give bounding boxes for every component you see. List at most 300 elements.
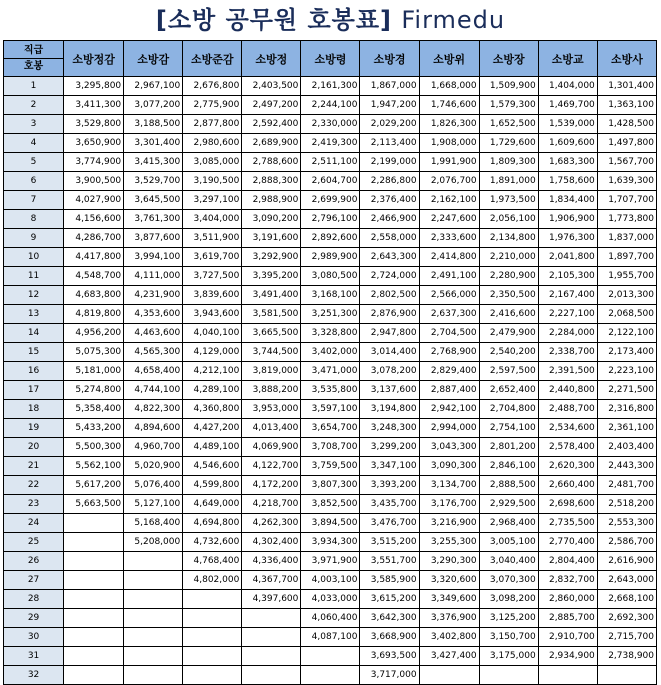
salary-cell: 2,829,400 — [419, 362, 479, 381]
salary-cell: 5,663,500 — [64, 495, 124, 514]
salary-cell: 3,535,800 — [301, 381, 360, 400]
step-cell: 23 — [4, 495, 64, 514]
salary-cell: 4,367,700 — [242, 571, 301, 590]
salary-cell: 2,704,800 — [479, 400, 538, 419]
salary-cell: 2,553,300 — [597, 514, 656, 533]
salary-cell: 3,320,600 — [419, 571, 479, 590]
salary-cell: 5,617,200 — [64, 476, 124, 495]
salary-cell: 2,989,900 — [301, 248, 360, 267]
salary-cell: 4,956,200 — [64, 324, 124, 343]
salary-cell: 3,251,300 — [301, 305, 360, 324]
salary-cell: 2,735,500 — [538, 514, 597, 533]
salary-cell: 2,947,800 — [360, 324, 419, 343]
salary-cell: 4,360,800 — [183, 400, 242, 419]
step-cell: 21 — [4, 457, 64, 476]
salary-cell: 3,190,500 — [183, 172, 242, 191]
column-header: 소방준감 — [183, 41, 242, 77]
salary-cell: 2,887,400 — [419, 381, 479, 400]
salary-cell: 2,056,100 — [479, 210, 538, 229]
step-cell: 24 — [4, 514, 64, 533]
table-row — [4, 457, 657, 476]
salary-cell — [183, 628, 242, 647]
salary-cell: 1,509,900 — [479, 77, 538, 96]
salary-cell: 1,652,500 — [479, 115, 538, 134]
salary-cell: 2,113,400 — [360, 134, 419, 153]
salary-cell: 2,488,700 — [538, 400, 597, 419]
salary-cell: 2,804,400 — [538, 552, 597, 571]
step-cell: 13 — [4, 305, 64, 324]
salary-cell: 3,650,900 — [64, 134, 124, 153]
step-cell: 9 — [4, 229, 64, 248]
table-row — [4, 419, 657, 438]
salary-cell: 2,247,600 — [419, 210, 479, 229]
salary-cell: 5,208,000 — [124, 533, 183, 552]
table-row — [4, 210, 657, 229]
salary-cell: 2,668,100 — [597, 590, 656, 609]
salary-cell: 3,693,500 — [360, 647, 419, 666]
salary-cell: 2,223,100 — [597, 362, 656, 381]
salary-cell: 2,271,500 — [597, 381, 656, 400]
salary-cell: 1,891,000 — [479, 172, 538, 191]
table-row — [4, 571, 657, 590]
salary-cell: 3,511,900 — [183, 229, 242, 248]
salary-cell: 2,280,900 — [479, 267, 538, 286]
salary-cell: 4,427,200 — [183, 419, 242, 438]
salary-cell: 2,162,100 — [419, 191, 479, 210]
salary-cell: 4,129,000 — [183, 343, 242, 362]
table-row — [4, 666, 657, 685]
salary-cell: 4,732,600 — [183, 533, 242, 552]
salary-cell: 2,885,700 — [538, 609, 597, 628]
brand-first-letter: F — [401, 6, 415, 34]
column-header: 소방위 — [419, 41, 479, 77]
table-header-row — [4, 41, 657, 77]
salary-cell: 2,361,100 — [597, 419, 656, 438]
salary-cell: 1,428,500 — [597, 115, 656, 134]
salary-cell: 4,548,700 — [64, 267, 124, 286]
salary-cell: 1,834,400 — [538, 191, 597, 210]
salary-cell: 3,619,700 — [183, 248, 242, 267]
salary-cell: 3,717,000 — [360, 666, 419, 685]
salary-cell — [183, 647, 242, 666]
salary-cell: 3,852,500 — [301, 495, 360, 514]
salary-cell: 5,075,300 — [64, 343, 124, 362]
salary-cell — [124, 609, 183, 628]
salary-cell: 1,567,700 — [597, 153, 656, 172]
salary-cell: 2,877,800 — [183, 115, 242, 134]
step-cell: 5 — [4, 153, 64, 172]
salary-cell: 3,395,200 — [242, 267, 301, 286]
salary-cell: 2,540,200 — [479, 343, 538, 362]
step-cell: 12 — [4, 286, 64, 305]
salary-cell: 2,029,200 — [360, 115, 419, 134]
salary-cell: 2,440,800 — [538, 381, 597, 400]
salary-cell: 2,968,400 — [479, 514, 538, 533]
salary-cell — [124, 647, 183, 666]
salary-cell: 3,708,700 — [301, 438, 360, 457]
salary-cell: 2,620,300 — [538, 457, 597, 476]
salary-cell: 2,846,100 — [479, 457, 538, 476]
salary-cell: 2,910,700 — [538, 628, 597, 647]
salary-cell: 2,768,900 — [419, 343, 479, 362]
salary-cell: 5,433,200 — [64, 419, 124, 438]
salary-cell: 2,660,400 — [538, 476, 597, 495]
salary-cell: 2,586,700 — [597, 533, 656, 552]
step-cell: 15 — [4, 343, 64, 362]
salary-cell: 3,090,300 — [419, 457, 479, 476]
step-cell: 29 — [4, 609, 64, 628]
salary-cell: 2,775,900 — [183, 96, 242, 115]
table-row — [4, 172, 657, 191]
salary-cell — [64, 647, 124, 666]
table-row — [4, 514, 657, 533]
salary-cell: 1,906,900 — [538, 210, 597, 229]
salary-cell: 2,738,900 — [597, 647, 656, 666]
salary-cell — [64, 533, 124, 552]
table-row — [4, 343, 657, 362]
salary-cell: 2,479,900 — [479, 324, 538, 343]
salary-cell: 3,090,200 — [242, 210, 301, 229]
salary-cell: 2,068,500 — [597, 305, 656, 324]
salary-cell: 3,188,500 — [124, 115, 183, 134]
salary-cell: 3,774,900 — [64, 153, 124, 172]
salary-cell: 3,085,000 — [183, 153, 242, 172]
salary-cell: 4,003,100 — [301, 571, 360, 590]
salary-cell: 2,173,400 — [597, 343, 656, 362]
step-cell: 6 — [4, 172, 64, 191]
salary-cell — [124, 590, 183, 609]
salary-cell: 4,353,600 — [124, 305, 183, 324]
salary-cell: 4,397,600 — [242, 590, 301, 609]
step-cell: 25 — [4, 533, 64, 552]
salary-cell: 3,943,600 — [183, 305, 242, 324]
salary-cell: 2,888,300 — [242, 172, 301, 191]
salary-cell: 5,168,400 — [124, 514, 183, 533]
salary-cell: 2,832,700 — [538, 571, 597, 590]
salary-cell: 4,546,600 — [183, 457, 242, 476]
salary-cell: 1,897,700 — [597, 248, 656, 267]
salary-cell — [301, 666, 360, 685]
salary-cell: 4,040,100 — [183, 324, 242, 343]
salary-cell: 3,807,300 — [301, 476, 360, 495]
salary-cell: 2,244,100 — [301, 96, 360, 115]
salary-cell: 4,744,100 — [124, 381, 183, 400]
salary-cell: 2,403,400 — [597, 438, 656, 457]
column-header: 소방정감 — [64, 41, 124, 77]
salary-cell — [242, 609, 301, 628]
salary-cell — [64, 628, 124, 647]
salary-cell: 5,076,400 — [124, 476, 183, 495]
salary-cell: 4,087,100 — [301, 628, 360, 647]
salary-cell: 5,274,800 — [64, 381, 124, 400]
step-cell: 1 — [4, 77, 64, 96]
salary-cell: 2,376,400 — [360, 191, 419, 210]
salary-cell: 4,013,400 — [242, 419, 301, 438]
salary-cell: 2,491,100 — [419, 267, 479, 286]
salary-cell: 3,070,300 — [479, 571, 538, 590]
salary-cell: 2,988,900 — [242, 191, 301, 210]
step-cell: 20 — [4, 438, 64, 457]
salary-cell: 4,819,800 — [64, 305, 124, 324]
salary-cell: 4,069,900 — [242, 438, 301, 457]
step-cell: 27 — [4, 571, 64, 590]
salary-cell: 3,301,400 — [124, 134, 183, 153]
salary-cell: 1,539,000 — [538, 115, 597, 134]
column-header: 소방령 — [301, 41, 360, 77]
salary-cell: 4,658,400 — [124, 362, 183, 381]
salary-cell: 2,041,800 — [538, 248, 597, 267]
salary-cell — [64, 514, 124, 533]
salary-cell: 4,262,300 — [242, 514, 301, 533]
salary-cell: 3,014,400 — [360, 343, 419, 362]
salary-cell: 2,414,800 — [419, 248, 479, 267]
brand-rest: irmedu — [414, 6, 506, 34]
salary-cell: 3,292,900 — [242, 248, 301, 267]
salary-cell: 3,137,600 — [360, 381, 419, 400]
salary-cell: 2,330,000 — [301, 115, 360, 134]
salary-cell: 3,515,200 — [360, 533, 419, 552]
salary-cell: 2,994,000 — [419, 419, 479, 438]
salary-cell: 2,134,800 — [479, 229, 538, 248]
salary-cell: 3,642,300 — [360, 609, 419, 628]
salary-cell: 1,639,300 — [597, 172, 656, 191]
salary-cell: 1,363,100 — [597, 96, 656, 115]
salary-cell: 3,328,800 — [301, 324, 360, 343]
salary-cell: 2,419,300 — [301, 134, 360, 153]
salary-cell: 2,597,500 — [479, 362, 538, 381]
salary-cell: 4,417,800 — [64, 248, 124, 267]
salary-cell: 4,768,400 — [183, 552, 242, 571]
salary-cell — [597, 666, 656, 685]
salary-cell — [242, 647, 301, 666]
salary-cell: 2,802,500 — [360, 286, 419, 305]
table-body — [4, 77, 657, 685]
salary-cell: 2,199,000 — [360, 153, 419, 172]
salary-cell: 3,248,300 — [360, 419, 419, 438]
salary-cell: 2,604,700 — [301, 172, 360, 191]
salary-cell: 4,489,100 — [183, 438, 242, 457]
step-cell: 16 — [4, 362, 64, 381]
salary-cell: 4,463,600 — [124, 324, 183, 343]
salary-cell: 1,729,600 — [479, 134, 538, 153]
salary-cell: 3,411,300 — [64, 96, 124, 115]
salary-cell: 4,033,000 — [301, 590, 360, 609]
salary-cell: 3,255,300 — [419, 533, 479, 552]
salary-cell: 1,301,400 — [597, 77, 656, 96]
salary-cell: 2,286,800 — [360, 172, 419, 191]
salary-cell: 2,210,000 — [479, 248, 538, 267]
salary-cell: 3,191,600 — [242, 229, 301, 248]
salary-cell: 3,665,500 — [242, 324, 301, 343]
salary-cell: 4,649,000 — [183, 495, 242, 514]
salary-cell: 2,167,400 — [538, 286, 597, 305]
salary-cell: 3,491,400 — [242, 286, 301, 305]
step-cell: 17 — [4, 381, 64, 400]
salary-cell: 1,469,700 — [538, 96, 597, 115]
salary-cell: 3,415,300 — [124, 153, 183, 172]
brand-logo — [401, 6, 505, 34]
salary-cell: 3,176,700 — [419, 495, 479, 514]
table-row — [4, 495, 657, 514]
salary-cell: 2,698,600 — [538, 495, 597, 514]
salary-cell: 3,529,700 — [124, 172, 183, 191]
salary-cell: 3,551,700 — [360, 552, 419, 571]
column-header: 소방장 — [479, 41, 538, 77]
salary-cell: 5,562,100 — [64, 457, 124, 476]
salary-cell: 3,404,000 — [183, 210, 242, 229]
salary-cell: 2,724,000 — [360, 267, 419, 286]
table-row — [4, 96, 657, 115]
salary-cell: 3,654,700 — [301, 419, 360, 438]
salary-cell: 3,435,700 — [360, 495, 419, 514]
salary-cell: 1,976,300 — [538, 229, 597, 248]
salary-cell: 4,802,000 — [183, 571, 242, 590]
step-cell: 32 — [4, 666, 64, 685]
salary-cell — [538, 666, 597, 685]
salary-cell: 3,376,900 — [419, 609, 479, 628]
salary-cell: 2,518,200 — [597, 495, 656, 514]
corner-header — [4, 41, 64, 77]
salary-cell: 4,231,900 — [124, 286, 183, 305]
salary-cell: 1,609,600 — [538, 134, 597, 153]
salary-cell: 3,994,100 — [124, 248, 183, 267]
salary-cell: 3,098,200 — [479, 590, 538, 609]
salary-cell: 2,676,800 — [183, 77, 242, 96]
salary-cell — [124, 552, 183, 571]
title-main: [소방 공무원 호봉표] — [155, 6, 392, 34]
step-cell: 31 — [4, 647, 64, 666]
column-header: 소방경 — [360, 41, 419, 77]
salary-cell: 3,645,500 — [124, 191, 183, 210]
salary-cell: 4,336,400 — [242, 552, 301, 571]
column-header: 소방감 — [124, 41, 183, 77]
table-row — [4, 248, 657, 267]
corner-rank-label: 직급 — [4, 43, 63, 59]
salary-cell: 2,934,900 — [538, 647, 597, 666]
salary-cell — [64, 590, 124, 609]
table-row — [4, 609, 657, 628]
salary-cell: 3,934,300 — [301, 533, 360, 552]
salary-cell: 5,020,900 — [124, 457, 183, 476]
salary-cell: 2,558,000 — [360, 229, 419, 248]
table-row — [4, 115, 657, 134]
salary-cell: 3,077,200 — [124, 96, 183, 115]
table-row — [4, 153, 657, 172]
salary-cell: 2,616,900 — [597, 552, 656, 571]
salary-cell: 3,585,900 — [360, 571, 419, 590]
salary-cell: 1,668,000 — [419, 77, 479, 96]
salary-cell: 2,338,700 — [538, 343, 597, 362]
table-row — [4, 590, 657, 609]
step-cell: 11 — [4, 267, 64, 286]
salary-cell: 4,960,700 — [124, 438, 183, 457]
salary-cell: 1,867,000 — [360, 77, 419, 96]
salary-cell: 1,683,300 — [538, 153, 597, 172]
salary-cell: 4,822,300 — [124, 400, 183, 419]
salary-cell: 2,801,200 — [479, 438, 538, 457]
step-cell: 3 — [4, 115, 64, 134]
salary-cell: 2,511,100 — [301, 153, 360, 172]
salary-cell: 2,534,600 — [538, 419, 597, 438]
salary-cell: 3,299,200 — [360, 438, 419, 457]
salary-cell: 2,796,100 — [301, 210, 360, 229]
step-cell: 26 — [4, 552, 64, 571]
salary-cell — [64, 609, 124, 628]
salary-cell: 3,597,100 — [301, 400, 360, 419]
salary-cell: 3,043,300 — [419, 438, 479, 457]
salary-cell: 3,194,800 — [360, 400, 419, 419]
salary-cell — [419, 666, 479, 685]
salary-cell: 1,404,000 — [538, 77, 597, 96]
salary-cell: 1,991,900 — [419, 153, 479, 172]
salary-cell: 3,040,400 — [479, 552, 538, 571]
salary-cell: 1,826,300 — [419, 115, 479, 134]
salary-cell — [64, 666, 124, 685]
salary-cell — [242, 666, 301, 685]
salary-cell: 1,837,000 — [597, 229, 656, 248]
salary-cell: 2,416,600 — [479, 305, 538, 324]
salary-cell: 4,122,700 — [242, 457, 301, 476]
salary-cell: 4,694,800 — [183, 514, 242, 533]
salary-cell: 2,403,500 — [242, 77, 301, 96]
salary-cell: 3,295,800 — [64, 77, 124, 96]
salary-cell: 3,877,600 — [124, 229, 183, 248]
salary-cell: 3,349,600 — [419, 590, 479, 609]
salary-cell: 3,900,500 — [64, 172, 124, 191]
salary-cell: 3,894,500 — [301, 514, 360, 533]
step-cell: 4 — [4, 134, 64, 153]
step-cell: 22 — [4, 476, 64, 495]
salary-cell: 2,980,600 — [183, 134, 242, 153]
salary-cell: 5,500,300 — [64, 438, 124, 457]
salary-cell: 3,953,000 — [242, 400, 301, 419]
salary-cell: 3,727,500 — [183, 267, 242, 286]
salary-cell: 1,908,000 — [419, 134, 479, 153]
salary-cell: 1,973,500 — [479, 191, 538, 210]
salary-cell: 4,565,300 — [124, 343, 183, 362]
salary-cell: 2,350,500 — [479, 286, 538, 305]
salary-cell: 3,476,700 — [360, 514, 419, 533]
salary-cell: 3,393,200 — [360, 476, 419, 495]
salary-cell: 3,175,000 — [479, 647, 538, 666]
table-row — [4, 381, 657, 400]
table-row — [4, 476, 657, 495]
salary-cell: 2,643,000 — [597, 571, 656, 590]
salary-cell: 3,888,200 — [242, 381, 301, 400]
salary-cell: 4,060,400 — [301, 609, 360, 628]
salary-cell: 2,929,500 — [479, 495, 538, 514]
salary-cell: 5,358,400 — [64, 400, 124, 419]
salary-cell: 3,134,700 — [419, 476, 479, 495]
salary-cell: 4,218,700 — [242, 495, 301, 514]
salary-cell: 3,668,900 — [360, 628, 419, 647]
corner-step-label: 호봉 — [23, 61, 44, 72]
salary-cell: 2,652,400 — [479, 381, 538, 400]
step-cell: 30 — [4, 628, 64, 647]
step-cell: 14 — [4, 324, 64, 343]
salary-cell: 2,497,200 — [242, 96, 301, 115]
salary-cell: 1,809,300 — [479, 153, 538, 172]
salary-cell: 3,150,700 — [479, 628, 538, 647]
table-row — [4, 286, 657, 305]
salary-cell: 1,758,600 — [538, 172, 597, 191]
salary-cell: 2,704,500 — [419, 324, 479, 343]
salary-cell: 2,860,000 — [538, 590, 597, 609]
salary-cell: 3,005,100 — [479, 533, 538, 552]
salary-cell: 2,637,300 — [419, 305, 479, 324]
salary-cell: 1,707,700 — [597, 191, 656, 210]
step-cell: 18 — [4, 400, 64, 419]
